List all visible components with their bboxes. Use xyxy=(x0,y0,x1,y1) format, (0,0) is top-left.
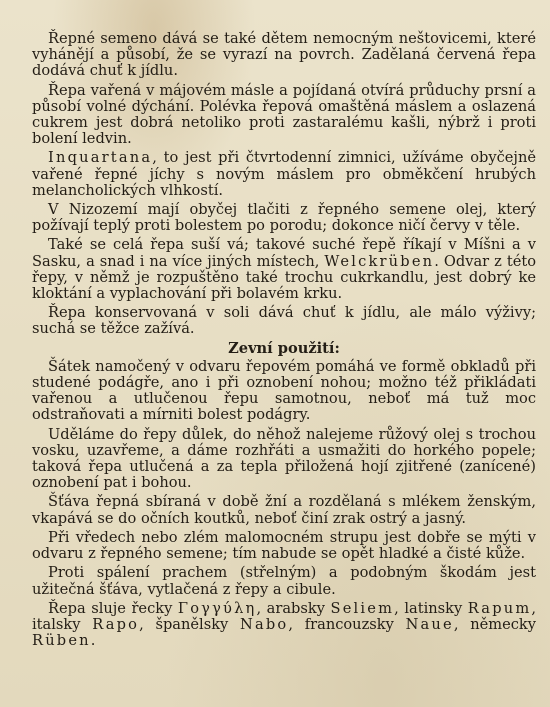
paragraph xyxy=(32,150,536,199)
spaced-term: Rapum xyxy=(467,599,532,617)
paragraph-text: Řepa vařená v májovém másle a pojídaná otvírá průduchy prsní a působí volné dýchání. Polévka řepová omaštěná máslem a oslazená cukrem jest dobrá netoliko proti zastaralému kašli, nýbrž i proti bolení ledvin. xyxy=(32,81,536,148)
paragraph-text: , latinsky xyxy=(394,599,468,617)
paragraph-text: Řepa sluje řecky xyxy=(48,599,178,617)
spaced-term: Inquartana xyxy=(48,149,153,167)
paragraph-text: Šátek namočený v odvaru řepovém pomáhá ve formě obkladů při studené podágře, ano i při oznobení nohou; možno též přikládati vařenou a utlučenou řepu samotnou, neboť má tuž moc odstraňovati a mírniti bolest podágry. xyxy=(32,357,536,424)
paragraph xyxy=(32,237,536,302)
section-heading: Zevní použití: xyxy=(228,339,340,357)
paragraph-text: Při vředech nebo zlém malomocném strupu jest dobře se mýti v odvaru z řepného semene; tím nabude se opět hladké a čisté kůže. xyxy=(32,528,536,563)
paragraph xyxy=(32,565,536,597)
paragraph-text: Uděláme do řepy důlek, do něhož nalejeme růžový olej s trochou vosku, uzavřeme, a dáme rozhřáti a usmažiti do horkého popele; taková řepa utlučená a za tepla přiložená hojí zjitřené (zanícené) oznobení pat i bohou. xyxy=(32,425,536,492)
paragraph xyxy=(32,359,536,424)
paragraph-text: Řepné semeno dává se také dětem nemocným neštovicemi, které vyhánějí a působí, že se vyrazí na povrch. Zadělaná červená řepa dodává chuť k jídlu. xyxy=(32,30,536,80)
spaced-term: Seliem xyxy=(330,599,395,617)
intro-section xyxy=(32,31,536,338)
paragraph-text: , německy xyxy=(453,615,536,633)
spaced-term: Rapo xyxy=(92,615,140,633)
paragraph xyxy=(32,31,536,80)
paragraph-text: Proti spálení prachem (střelným) a podobným škodám jest užitečná šťáva, vytlačená z řepy a cibule. xyxy=(32,564,536,598)
paragraph xyxy=(32,601,536,650)
paragraph-text: . xyxy=(90,632,96,650)
spaced-term: Rüben xyxy=(32,632,91,650)
paragraph-text: Šťáva řepná sbíraná v době žní a rozdělaná s mlékem ženským, vkapává se do očních koutků, neboť činí zrak ostrý a jasný. xyxy=(32,493,536,527)
paragraph xyxy=(32,202,536,234)
spaced-term: Γογγύλη xyxy=(177,599,257,617)
paragraph-text: . Odvar z této řepy, v němž je rozpuštěno také trochu cukrkandlu, jest dobrý ke kloktání a vyplachování při bolavém krku. xyxy=(32,252,536,303)
spaced-term: Naue xyxy=(405,615,454,633)
paragraph xyxy=(32,530,536,562)
paragraph-text: , arabsky xyxy=(256,599,331,617)
paragraph-text: , španělsky xyxy=(139,615,240,633)
paragraph-text: , italsky xyxy=(32,599,537,633)
paragraph-text: Také se celá řepa suší vá; takové suché řepě říkají v Míšni a v Sasku, a snad i na více jiných místech, xyxy=(32,236,536,270)
paragraph xyxy=(32,494,536,526)
external-use-section xyxy=(32,359,536,649)
paragraph-text: , to jest při čtvrtodenní zimnici, užíváme obyčejně vařené řepné jíchy s novým máslem pro obměkčení hrubých melancholických vlhkostí. xyxy=(32,149,536,199)
paragraph-text: Řepa konservovaná v soli dává chuť k jídlu, ale málo výživy; suchá se těžce zažívá. xyxy=(32,304,536,338)
spaced-term: Nabo xyxy=(240,615,289,633)
spaced-term: Welckrüben xyxy=(324,252,435,270)
paragraph-text: V Nizozemí mají obyčej tlačiti z řepného semene olej, který požívají teplý proti bolestem po porodu; dokonce ničí červy v těle. xyxy=(32,201,536,235)
paragraph-text: , francouzsky xyxy=(288,615,406,633)
paragraph xyxy=(32,305,536,337)
paragraph xyxy=(32,83,536,148)
paragraph xyxy=(32,427,536,492)
